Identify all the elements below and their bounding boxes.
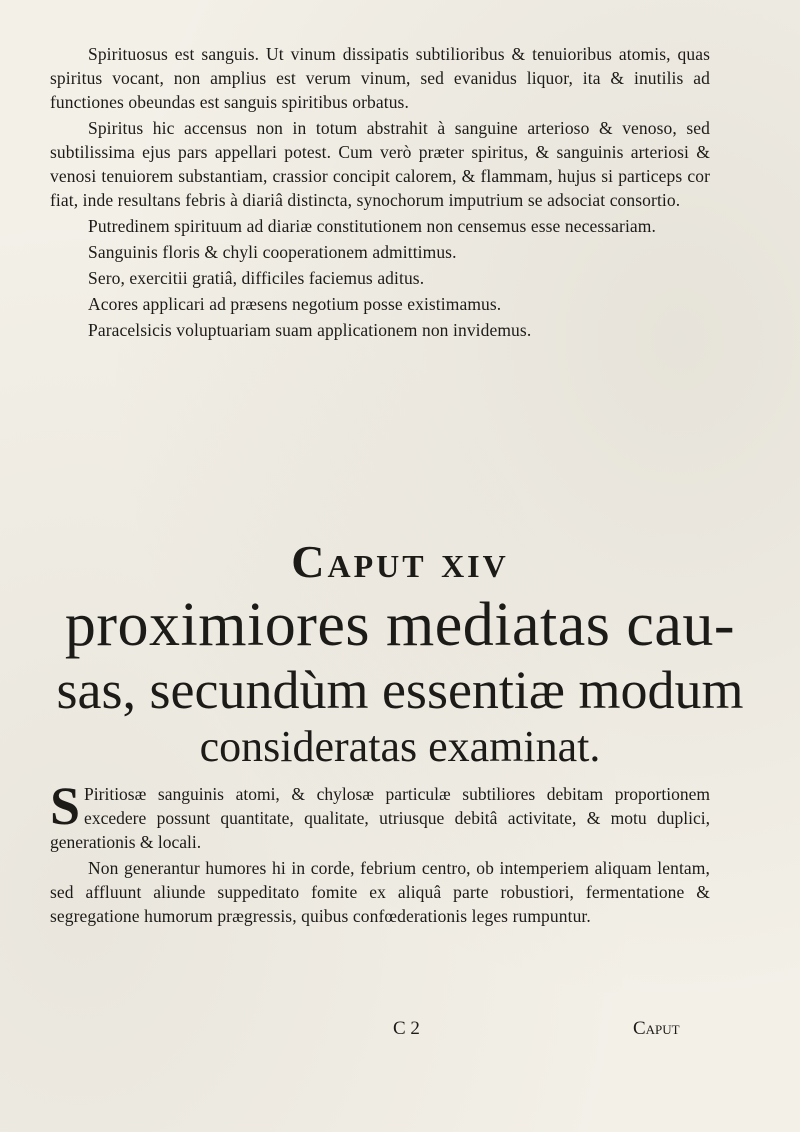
chapter-title: Caput xiv bbox=[291, 536, 509, 587]
chapter-label bbox=[0, 537, 800, 587]
paragraph-sanguinis-floris: Sanguinis floris & chyli cooperationem admittimus. bbox=[88, 242, 457, 262]
chapter-heading-line-2: sas, secundùm essentiæ modum bbox=[56, 660, 744, 720]
chapter-heading-line-3: consideratas examinat. bbox=[199, 722, 601, 771]
paragraph-paracelsicis: Paracelsicis voluptuariam suam applicationem non invidemus. bbox=[88, 320, 532, 340]
top-text-block bbox=[50, 42, 710, 342]
paragraph-spiritus-hic: Spiritus hic accensus non in totum abstrahit à sanguine arterioso & venoso, sed subtilissima ejus pars appellari potest. Cum verò præter spiritus, & sanguinis arteriosi & venosi tenuiorem substantiam, crassior concipit calorem, & flammam, hujus si particeps cor fiat, inde resultans febris à diariâ distincta, synochorum imputrium se adsociat consortio. bbox=[50, 118, 710, 210]
paragraph-sero: Sero, exercitii gratiâ, difficiles faciemus aditus. bbox=[88, 268, 425, 288]
chapter-heading-line-1: proximiores mediatas cau- bbox=[64, 591, 736, 659]
paragraph-acores: Acores applicari ad præsens negotium posse existimamus. bbox=[88, 294, 502, 314]
paragraph-non-generantur: Non generantur humores hi in corde, febrium centro, ob intemperiem aliquam lentam, sed affluunt aliunde suppeditato fomite ex aliquâ parte robustiori, fermentatione & segregatione humorum prægressis, quibus confœderationis leges rumpuntur. bbox=[50, 858, 710, 926]
chapter-body-block bbox=[50, 776, 710, 928]
signature-mark: C 2 bbox=[393, 1018, 420, 1039]
paragraph-spirituosus: Spirituosus est sanguis. Ut vinum dissipatis subtilioribus & tenuioribus atomis, quas spiritus vocant, non amplius est verum vinum, sed evanidus liquor, ita & inutilis ad functiones obeundas est sanguis spiritibus orbatus. bbox=[50, 44, 710, 112]
page-footer bbox=[0, 1018, 800, 1048]
paragraph-putredinem: Putredinem spirituum ad diariæ constitutionem non censemus esse necessariam. bbox=[88, 216, 656, 236]
drop-cap: S bbox=[50, 776, 81, 836]
paragraph-spiritiosae-text: Piritiosæ sanguinis atomi, & chylosæ particulæ subtiliores debitam proportionem excedere possunt quantitate, qualitate, utriusque debitâ activitate, & motu duplici, generationis & locali. bbox=[50, 784, 710, 852]
paragraph-spiritiosae bbox=[50, 776, 710, 854]
catchword: Caput bbox=[633, 1018, 680, 1039]
